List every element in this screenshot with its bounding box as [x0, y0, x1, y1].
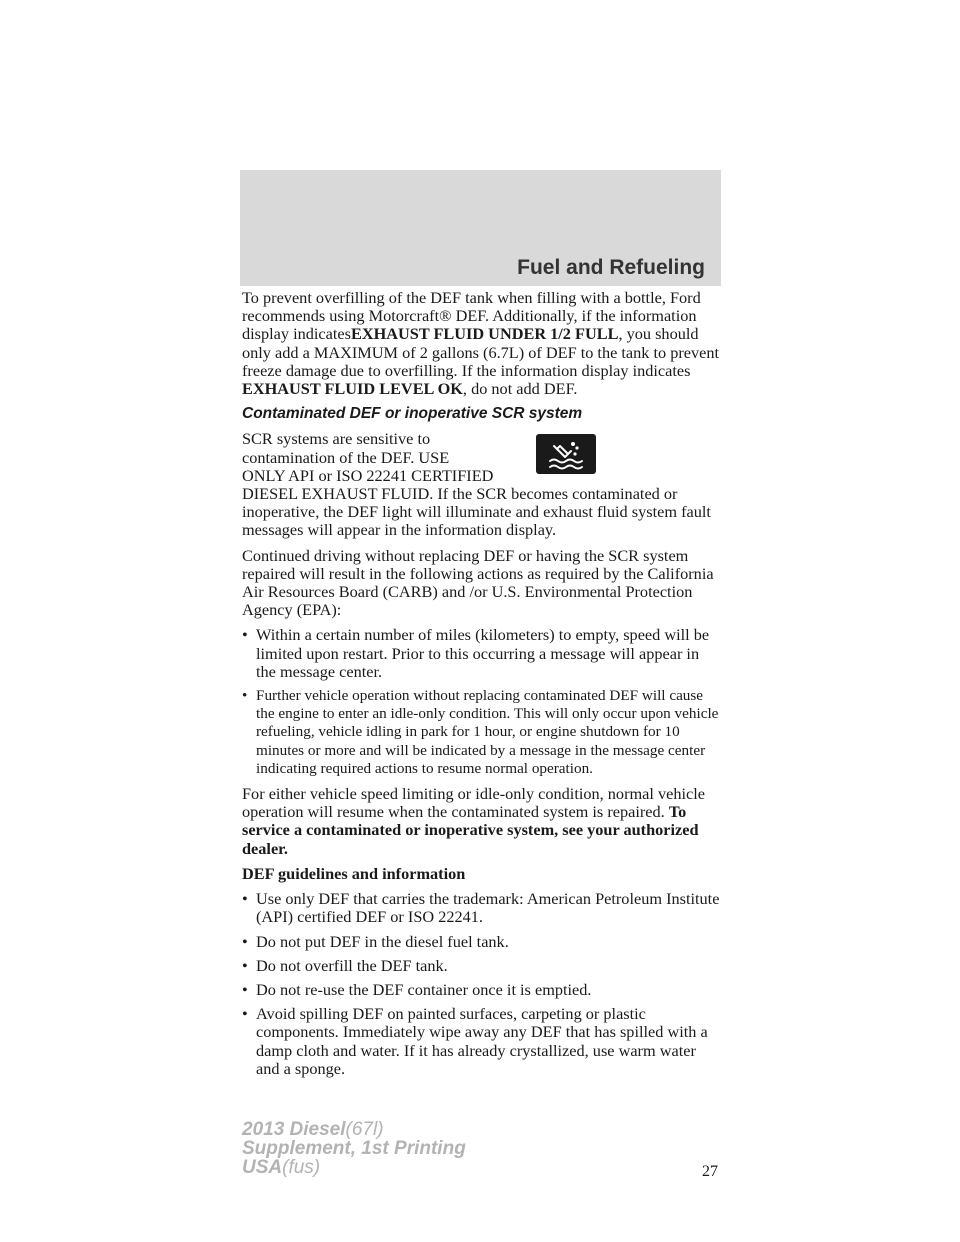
footer-market-code: (fus): [282, 1157, 321, 1178]
guidelines-heading: DEF guidelines and information: [242, 863, 466, 883]
edition-footer: [242, 1120, 466, 1177]
page-number: 27: [702, 1163, 718, 1180]
guidelines-list: [242, 890, 722, 1078]
list-item: [242, 626, 722, 681]
footer-line-2: Supplement, 1st Printing: [242, 1138, 466, 1159]
list-item: [242, 957, 722, 975]
actions-list: [242, 626, 722, 778]
scr-rest: DIESEL EXHAUST FLUID. If the SCR becomes contaminated or inoperative, the DEF light will illuminate and exhaust fluid system fault messages will appear in the information display.: [242, 484, 711, 540]
guideline-text: Do not re-use the DEF container once it is emptied.: [256, 979, 592, 999]
footer-line-1: [242, 1120, 466, 1139]
footer-model-code: (67l): [345, 1119, 384, 1140]
intro-bold-2: EXHAUST FLUID LEVEL OK: [242, 379, 463, 399]
contaminated-heading: Contaminated DEF or inoperative SCR system: [242, 405, 583, 423]
intro-paragraph: [242, 289, 722, 398]
bullet: •: [242, 687, 248, 705]
scr-line-1: SCR systems are sensitive to: [242, 429, 431, 449]
footer-market: USA: [242, 1157, 283, 1178]
scr-paragraph: [242, 430, 722, 539]
intro-bold-1: EXHAUST FLUID UNDER 1/2 FULL: [350, 324, 619, 344]
bullet: •: [242, 625, 248, 645]
intro-text-2: , you should only add a MAXIMUM of 2 gallons (6.7L) of DEF to the tank to prevent freeze damage due to overfilling. If the information display indicates: [242, 324, 720, 380]
resume-text: For either vehicle speed limiting or idle-only condition, normal vehicle operation will resume when the contaminated system is repaired.: [242, 784, 705, 822]
section-header-band: [240, 170, 721, 286]
bullet: •: [242, 955, 248, 975]
resume-paragraph: [242, 785, 722, 858]
bullet: •: [242, 1004, 248, 1024]
list-item: [242, 890, 722, 926]
guideline-text: Use only DEF that carries the trademark: American Petroleum Institute (API) certified DEF or ISO 22241.: [256, 889, 720, 927]
section-title: Fuel and Refueling: [517, 256, 705, 279]
list-item: [242, 981, 722, 999]
action-text: Further vehicle operation without replacing contaminated DEF will cause the engine to enter an idle-only condition. This will only occur upon vehicle refueling, vehicle idling in park for 1 hour, or engine shutdown for 10 minutes or more and will be indicated by a message in the message center indicating required actions to resume normal operation.: [256, 687, 719, 777]
list-item: [242, 687, 722, 778]
action-text: Within a certain number of miles (kilometers) to empty, speed will be limited upon restart. Prior to this occurring a message will appear in the message center.: [256, 625, 710, 681]
page-content: [242, 289, 722, 1085]
bullet: •: [242, 931, 248, 951]
continued-paragraph: Continued driving without replacing DEF or having the SCR system repaired will result in the following actions as required by the California Air Resources Board (CARB) and /or U.S. Environmental Protection Agency (EPA):: [242, 545, 714, 620]
intro-text-1: To prevent overfilling of the DEF tank when filling with a bottle, Ford recommends using Motorcraft® DEF. Additionally, if the information display indicates: [242, 288, 701, 344]
bullet: •: [242, 979, 248, 999]
footer-model: 2013 Diesel: [242, 1119, 346, 1140]
list-item: [242, 933, 722, 951]
list-item: [242, 1005, 722, 1078]
guideline-text: Do not overfill the DEF tank.: [256, 955, 448, 975]
scr-line-3: ONLY API or ISO 22241 CERTIFIED: [242, 465, 494, 485]
footer-line-3: [242, 1158, 466, 1177]
scr-line-2: contamination of the DEF. USE: [242, 447, 450, 467]
def-warning-icon: [536, 434, 596, 474]
intro-text-3: , do not add DEF.: [462, 379, 578, 399]
guideline-text: Avoid spilling DEF on painted surfaces, carpeting or plastic components. Immediately wipe away any DEF that has spilled with a damp cloth and water. If it has already crystallized, use warm water and a sponge.: [256, 1004, 708, 1078]
bullet: •: [242, 889, 248, 909]
resume-bold: To service a contaminated or inoperative system, see your authorized dealer.: [242, 802, 699, 858]
guideline-text: Do not put DEF in the diesel fuel tank.: [256, 931, 509, 951]
